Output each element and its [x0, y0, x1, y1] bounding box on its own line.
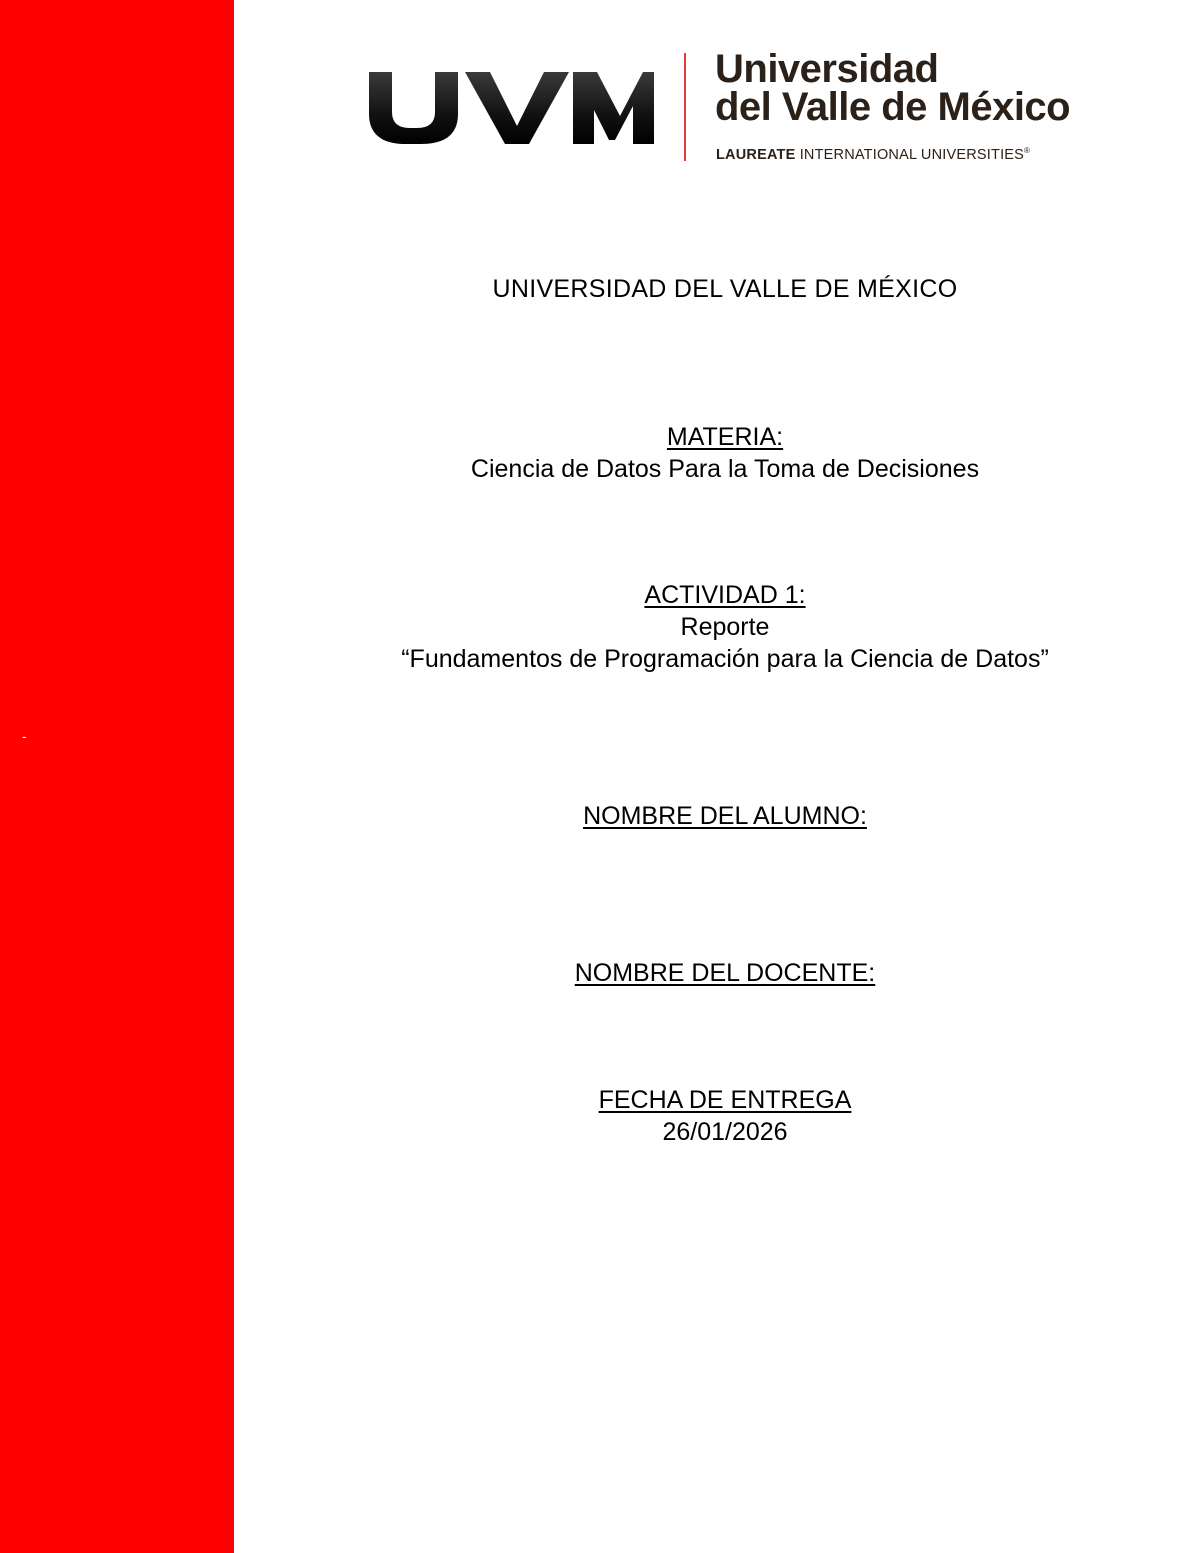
alumno-section	[300, 800, 1150, 832]
actividad-label: ACTIVIDAD 1:	[644, 581, 806, 609]
red-side-band	[0, 0, 234, 1553]
docente-section	[300, 957, 1150, 989]
materia-section	[300, 421, 1150, 485]
materia-label: MATERIA:	[666, 423, 784, 451]
uvm-logo	[365, 47, 1085, 170]
actividad-type: Reporte	[680, 613, 770, 641]
laureate-rest: INTERNATIONAL UNIVERSITIES	[795, 146, 1025, 163]
fecha-label: FECHA DE ENTREGA	[598, 1086, 852, 1114]
logo-laureate-line	[716, 146, 1030, 163]
actividad-section	[300, 579, 1150, 675]
alumno-label: NOMBRE DEL ALUMNO:	[583, 802, 867, 830]
logo-name-line1: Universidad	[715, 47, 939, 91]
logo-divider	[684, 53, 686, 161]
laureate-bold: LAUREATE	[716, 146, 796, 163]
fecha-section	[300, 1084, 1150, 1148]
docente-label: NOMBRE DEL DOCENTE:	[574, 959, 876, 987]
actividad-title: “Fundamentos de Programación para la Ciencia de Datos”	[401, 645, 1049, 673]
materia-value: Ciencia de Datos Para la Toma de Decisiones	[470, 455, 980, 483]
university-heading: UNIVERSIDAD DEL VALLE DE MÉXICO	[492, 275, 958, 303]
logo-name-line2: del Valle de México	[715, 85, 1071, 129]
uvm-mark-icon	[365, 50, 665, 160]
side-mark: -	[22, 728, 27, 744]
fecha-value: 26/01/2026	[662, 1118, 788, 1146]
registered-mark: ®	[1024, 146, 1031, 155]
logo-university-name	[715, 47, 1071, 129]
